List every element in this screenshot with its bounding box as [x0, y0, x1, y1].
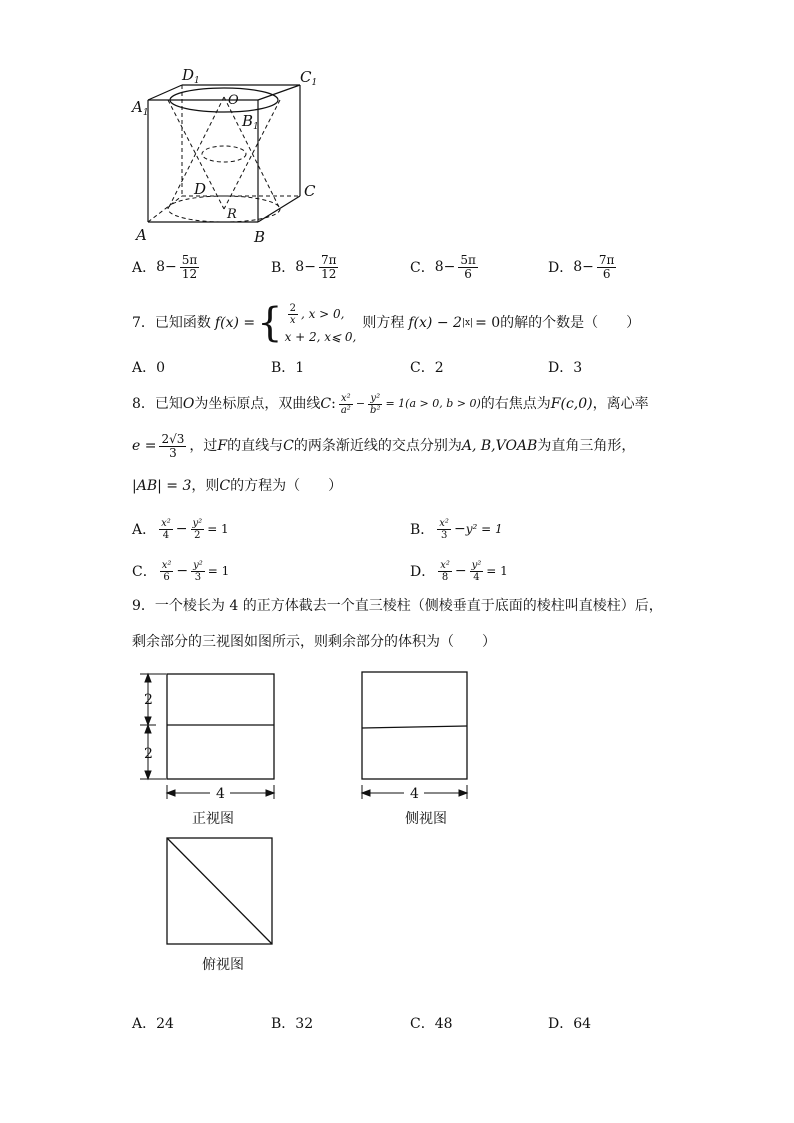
- q8-option-a[interactable]: A． $\frac{\text{x²}}{4}$ − $\frac{\text{y²}}{2}$ = 1: [132, 517, 229, 541]
- label-a: A: [136, 226, 147, 244]
- q8-line3: |AB| = 3，则C的方程为（ ）: [132, 478, 343, 494]
- dim-label-4-front: 4: [216, 786, 225, 802]
- q9-option-b[interactable]: B．32: [271, 1016, 314, 1032]
- q8-line2: e = $\frac{2√3}{3}$ ，过 F 的直线与 C 的两条渐近线的交点分别为 A, B,VOAB 为直角三角形，: [132, 431, 636, 460]
- q7-option-c[interactable]: C．2: [410, 360, 444, 376]
- side-view-caption: 侧视图: [405, 811, 447, 827]
- side-view-square: [362, 672, 467, 779]
- q8-option-b[interactable]: B． $\frac{\text{x²}}{3}$ − y² = 1: [410, 517, 503, 541]
- q7-options: [132, 352, 692, 382]
- top-view-diagonal: [167, 838, 272, 944]
- q9-option-c[interactable]: C．48: [410, 1016, 453, 1032]
- label-d1: $D_1$: [182, 66, 200, 86]
- label-d: D: [194, 180, 207, 198]
- label-b: B: [254, 228, 266, 246]
- label-c1: $C_1$: [300, 68, 318, 88]
- q8-option-c[interactable]: C． $\frac{\text{x²}}{6}$ − $\frac{\text{y²}}{3}$ = 1: [132, 559, 230, 583]
- middle-ellipse: [202, 146, 246, 162]
- q9-line2: 剩余部分的三视图如图所示，则剩余部分的体积为（ ）: [132, 634, 496, 650]
- q6-option-a[interactable]: A． 8− $\frac{5\pi}{12}$: [132, 252, 198, 281]
- q9-line1: 9．一个棱长为 4 的正方体截去一个直三棱柱（侧棱垂直于底面的棱柱叫直棱柱）后，: [132, 598, 663, 614]
- dim-label-2-bottom: 2: [144, 746, 153, 762]
- label-b1: $B_1$: [242, 112, 259, 132]
- brace-icon: {: [257, 300, 283, 346]
- edge-ad: [148, 196, 182, 222]
- side-view-midline: [362, 726, 467, 728]
- q8-option-row-1: [132, 514, 532, 544]
- cube-figure: [120, 60, 340, 250]
- label-c: C: [304, 182, 316, 200]
- q7-stem: 7．已知函数 f(x) = { $\frac{2}{x}$ , x > 0, x + 2, x⩽ 0, 则方程 f(x) − 2 |x| = 0 的解的个数是（ ）: [132, 300, 641, 346]
- q7-option-d[interactable]: D．3: [548, 360, 583, 376]
- label-a1: $A_1$: [132, 98, 149, 118]
- q8-option-row-2: [132, 556, 532, 586]
- q7-option-b[interactable]: B．1: [271, 360, 305, 376]
- q9-options: [132, 1008, 692, 1038]
- edge-a1d1: [148, 85, 182, 100]
- top-view-caption: 俯视图: [202, 957, 244, 973]
- q7-option-a[interactable]: A．0: [132, 360, 166, 376]
- label-r: R: [227, 207, 237, 222]
- front-view-caption: 正视图: [192, 811, 234, 827]
- q6-options: [132, 252, 692, 282]
- dim-label-2-top: 2: [144, 692, 153, 708]
- q8-option-d[interactable]: D． $\frac{\text{x²}}{8}$ − $\frac{\text{y²}}{4}$ = 1: [410, 559, 508, 583]
- front-view-square: [167, 674, 274, 779]
- dim-label-4-side: 4: [410, 786, 419, 802]
- q6-option-b[interactable]: B． 8− $\frac{7\pi}{12}$: [271, 252, 337, 281]
- q8-line1: 8．已知 O 为坐标原点，双曲线 C : $\frac{\text{x²}}{\text{a²}}$ − $\frac{\text{y²}}{\text{b²}}$ = 1(a > 0, b > 0) 的右焦点为 F(c,0) ，离心率: [132, 392, 649, 416]
- q9-option-d[interactable]: D．64: [548, 1016, 592, 1032]
- q6-option-d[interactable]: D． 8− $\frac{7\pi}{6}$: [548, 252, 615, 281]
- label-o: O: [228, 93, 239, 108]
- q6-option-c[interactable]: C． 8− $\frac{5\pi}{6}$: [410, 252, 476, 281]
- q9-option-a[interactable]: A．24: [132, 1016, 174, 1032]
